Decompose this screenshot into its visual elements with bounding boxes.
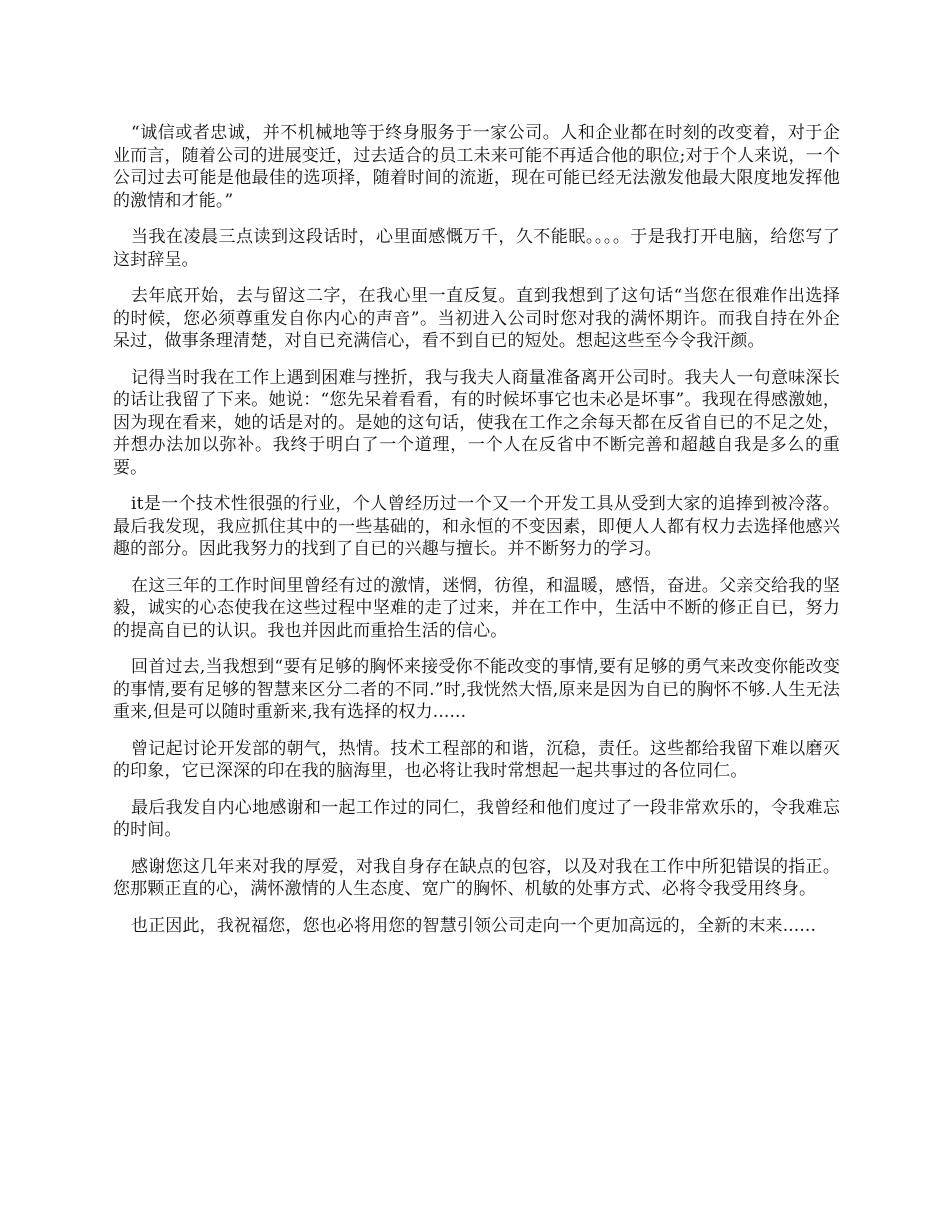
paragraph-it-industry: it是一个技术性很强的行业，个人曾经历过一个又一个开发工具从受到大家的追捧到被冷落。最后我发现，我应抓住其中的一些基础的，和永恒的不变因素，即便人人都有权力去选择他感兴趣的部分。因此我努力的找到了自已的兴趣与擅长。并不断努力的学习。 xyxy=(113,494,840,559)
document-body xyxy=(113,122,840,951)
paragraph-reading-at-night: 当我在凌晨三点读到这段话时，心里面感慨万千，久不能眠。。。。于是我打开电脑，给您写了这封辞呈。 xyxy=(113,227,840,270)
paragraph-departments: 曾记起讨论开发部的朝气，热情。技术工程部的和谐，沉稳，责任。这些都给我留下难以磨灭的印象，它已深深的印在我的脑海里，也必将让我时常想起一起共事过的各位同仁。 xyxy=(113,738,840,781)
paragraph-stay-or-leave: 去年底开始，去与留这二字，在我心里一直反复。直到我想到了这句话“当您在很难作出选择的时候，您必须尊重发自你内心的声音”。当初进入公司时您对我的满怀期许。而我自持在外企呆过，做事条理清楚，对自已充满信心，看不到自已的短处。想起这些至今令我汗颜。 xyxy=(113,286,840,351)
paragraph-blessing: 也正因此，我祝福您，您也必将用您的智慧引领公司走向一个更加高远的，全新的末来...... xyxy=(131,915,817,936)
paragraph-looking-back: 回首过去,当我想到“要有足够的胸怀来接受你不能改变的事情,要有足够的勇气来改变你能改变的事情,要有足够的智慧来区分二者的不同.”时,我恍然大悟,原来是因为自已的胸怀不够.人生无法重来,但是可以随时重新来,我有选择的权力...... xyxy=(113,657,840,722)
paragraph-wife-advice: 记得当时我在工作上遇到困难与挫折，我与我夫人商量准备离开公司时。我夫人一句意味深长的话让我留了下来。她说：“您先呆着看看，有的时候坏事它也未必是坏事”。我现在得感激她，因为现在看来，她的话是对的。是她的这句话，使我在工作之余每天都在反省自已的不足之处，并想办法加以弥补。我终于明白了一个道理，一个人在反省中不断完善和超越自我是多么的重要。 xyxy=(113,367,840,478)
paragraph-thanks-manager: 感谢您这几年来对我的厚爱，对我自身存在缺点的包容，以及对我在工作中所犯错误的指正。您那颗正直的心，满怀激情的人生态度、宽广的胸怀、机敏的处事方式、必将令我受用终身。 xyxy=(113,856,840,899)
paragraph-quote-loyalty: “诚信或者忠诚，并不机械地等于终身服务于一家公司。人和企业都在时刻的改变着，对于企业而言，随着公司的进展变迁，过去适合的员工未来可能不再适合他的职位;对于个人来说，一个公司过去可能是他最佳的选项择，随着时间的流逝，现在可能已经无法激发他最大限度地发挥他的激情和才能。” xyxy=(113,123,840,211)
paragraph-thanks-colleagues: 最后我发自内心地感谢和一起工作过的同仁，我曾经和他们度过了一段非常欢乐的，令我难忘的时间。 xyxy=(113,797,840,840)
paragraph-three-years: 在这三年的工作时间里曾经有过的激情，迷惘，彷徨，和温暖，感悟，奋进。父亲交给我的坚毅，诚实的心态使我在这些过程中坚难的走了过来，并在工作中，生活中不断的修正自已，努力的提高自已的认识。我也并因此而重拾生活的信心。 xyxy=(113,575,840,641)
